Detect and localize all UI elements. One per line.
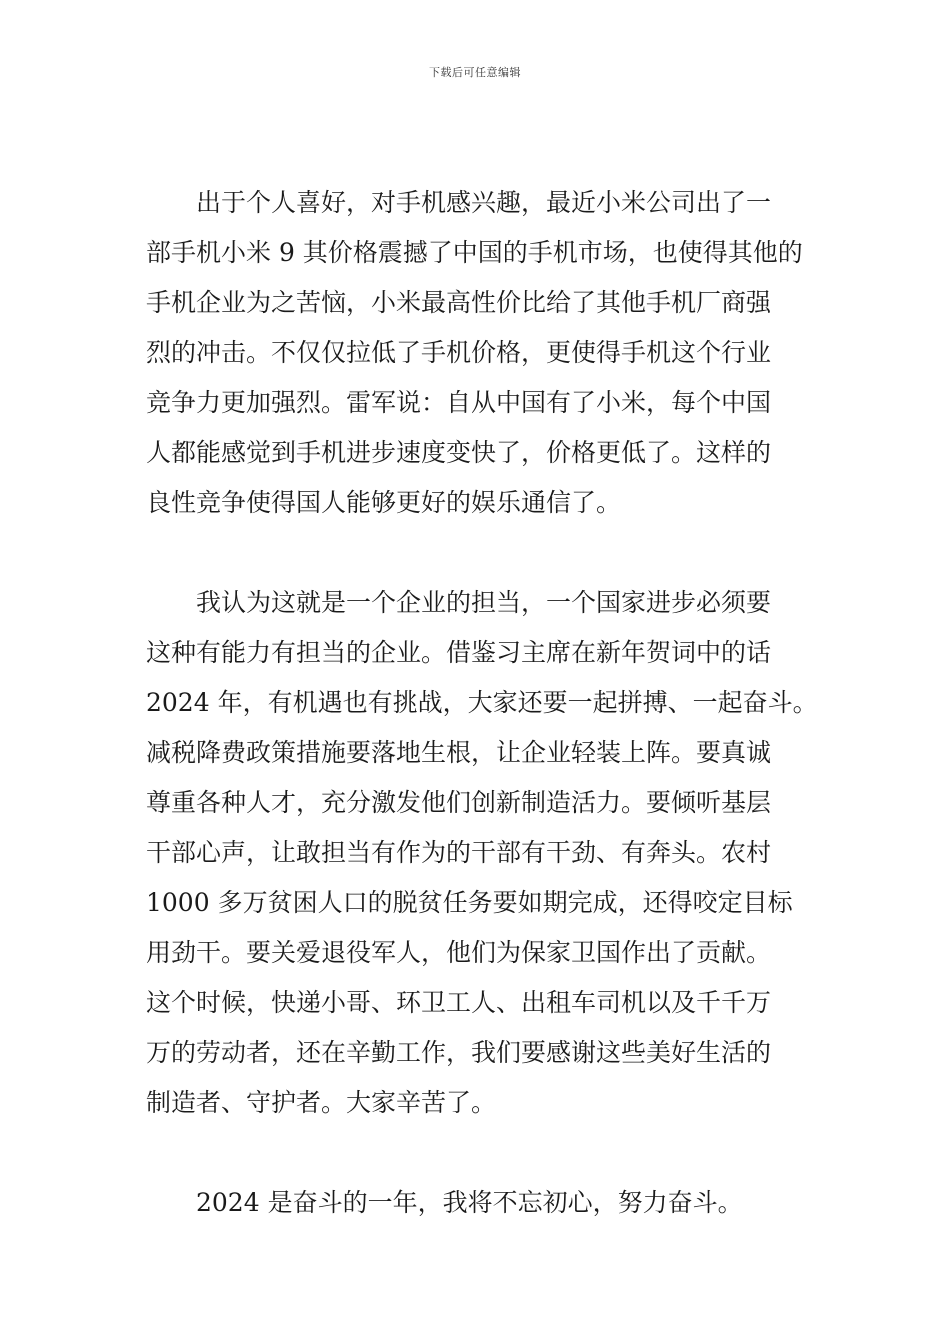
paragraph-line: 我认为这就是一个企业的担当，一个国家进步必须要 xyxy=(196,588,772,617)
paragraph-line: 减税降费政策措施要落地生根，让企业轻装上阵。要真诚 xyxy=(146,738,772,767)
page-header-note: 下载后可任意编辑 xyxy=(429,66,521,79)
paragraph-line: 2024 是奋斗的一年，我将不忘初心，努力奋斗。 xyxy=(196,1188,743,1217)
document-body xyxy=(146,178,820,1228)
paragraph-line: 出于个人喜好，对手机感兴趣，最近小米公司出了一 xyxy=(196,188,772,217)
paragraph-line: 用劲干。要关爱退役军人，他们为保家卫国作出了贡献。 xyxy=(146,938,772,967)
paragraph-2 xyxy=(146,578,820,1128)
paragraph-line: 这种有能力有担当的企业。借鉴习主席在新年贺词中的话 xyxy=(146,638,772,667)
paragraph-line: 2024 年，有机遇也有挑战，大家还要一起拼搏、一起奋斗。 xyxy=(146,688,818,717)
paragraph-line: 人都能感觉到手机进步速度变快了，价格更低了。这样的 xyxy=(146,438,772,467)
paragraph-line: 部手机小米 9 其价格震撼了中国的手机市场，也使得其他的 xyxy=(146,238,803,267)
paragraph-line: 这个时候，快递小哥、环卫工人、出租车司机以及千千万 xyxy=(146,988,772,1017)
paragraph-line: 尊重各种人才，充分激发他们创新制造活力。要倾听基层 xyxy=(146,788,772,817)
paragraph-spacer xyxy=(146,1128,820,1178)
paragraph-3 xyxy=(146,1178,820,1228)
paragraph-line: 1000 多万贫困人口的脱贫任务要如期完成，还得咬定目标 xyxy=(146,888,793,917)
paragraph-line: 良性竞争使得国人能够更好的娱乐通信了。 xyxy=(146,488,622,517)
paragraph-line: 制造者、守护者。大家辛苦了。 xyxy=(146,1088,497,1117)
paragraph-spacer xyxy=(146,528,820,578)
paragraph-line: 干部心声，让敢担当有作为的干部有干劲、有奔头。农村 xyxy=(146,838,772,867)
paragraph-line: 手机企业为之苦恼，小米最高性价比给了其他手机厂商强 xyxy=(146,288,772,317)
paragraph-1 xyxy=(146,178,820,528)
paragraph-line: 万的劳动者，还在辛勤工作，我们要感谢这些美好生活的 xyxy=(146,1038,772,1067)
paragraph-line: 竞争力更加强烈。雷军说：自从中国有了小米，每个中国 xyxy=(146,388,772,417)
paragraph-line: 烈的冲击。不仅仅拉低了手机价格，更使得手机这个行业 xyxy=(146,338,772,367)
